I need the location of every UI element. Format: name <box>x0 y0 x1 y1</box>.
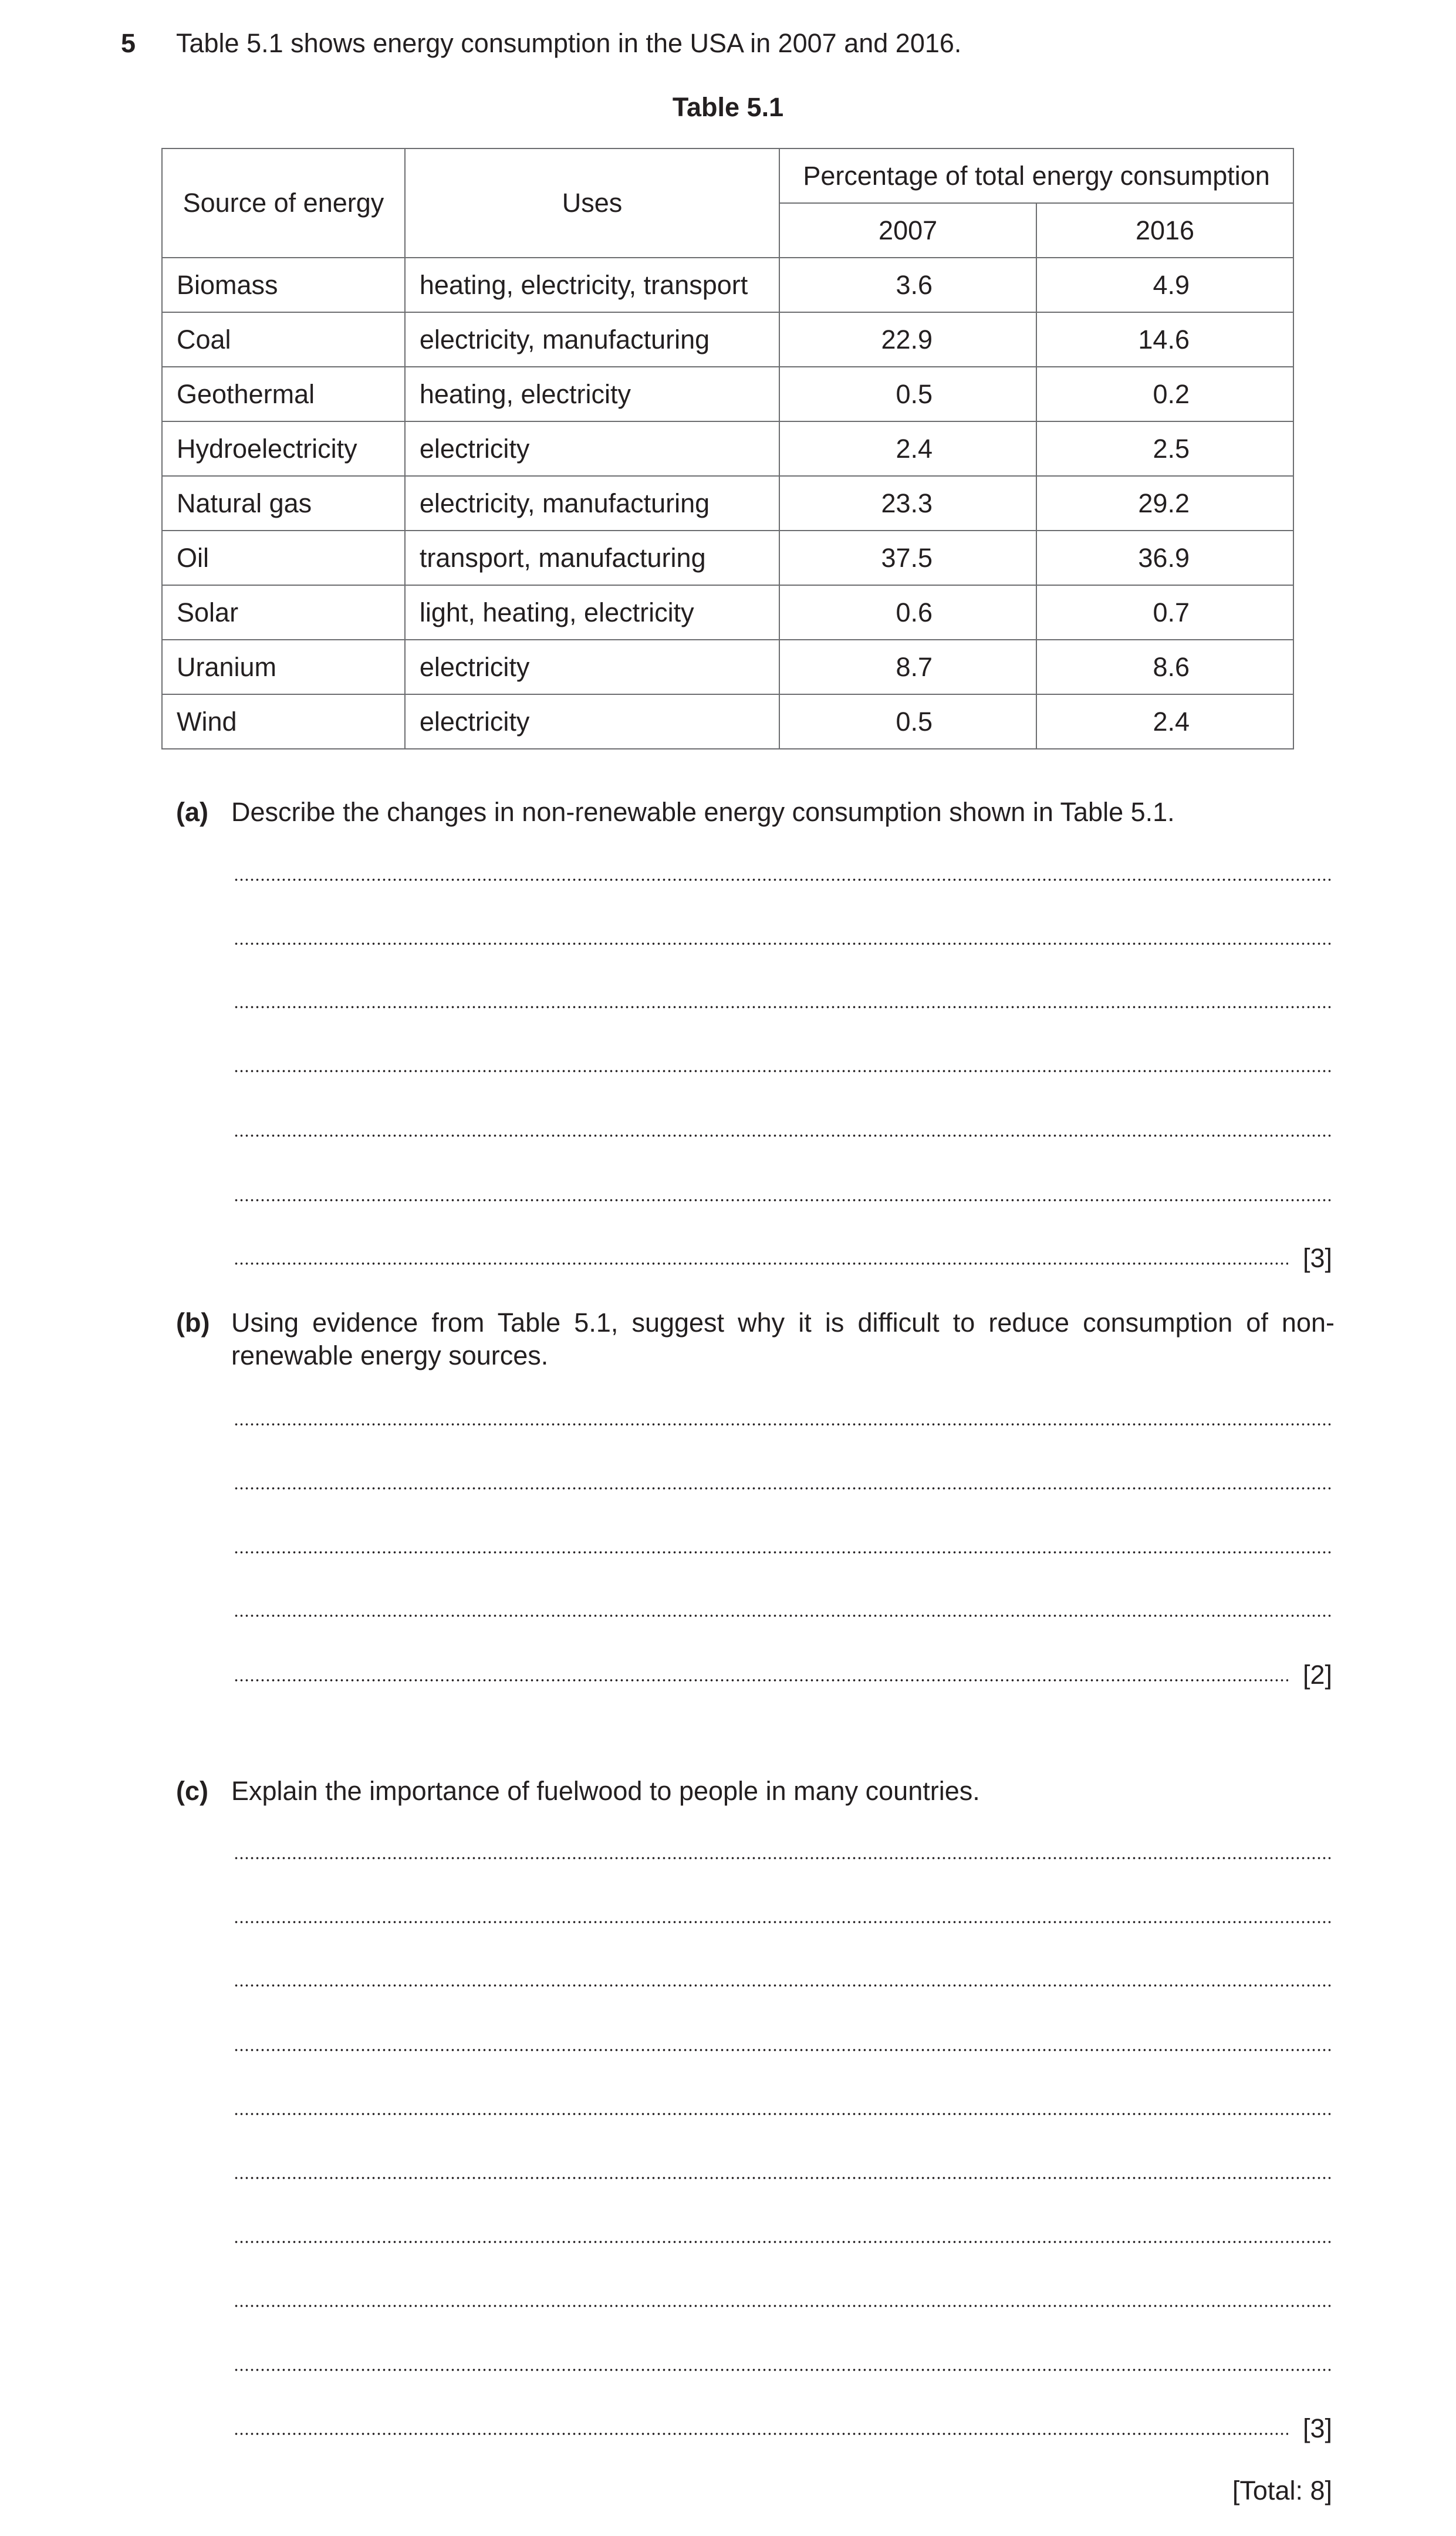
cell-2016 <box>1036 531 1293 585</box>
answer-line[interactable] <box>234 1198 1332 1202</box>
answer-line[interactable] <box>234 2176 1332 2180</box>
table-row <box>162 258 1293 312</box>
table-row <box>162 531 1293 585</box>
header-year-2016: 2016 <box>1036 203 1293 258</box>
value-2016: 0.7 <box>1153 597 1190 627</box>
answer-line[interactable] <box>234 1614 1332 1617</box>
value-2007: 0.5 <box>896 379 933 409</box>
table-row <box>162 367 1293 421</box>
cell-source: Biomass <box>162 258 405 312</box>
answer-line[interactable] <box>234 1423 1332 1426</box>
cell-uses: heating, electricity <box>405 367 779 421</box>
cell-source: Geothermal <box>162 367 405 421</box>
answer-line[interactable] <box>234 2048 1332 2052</box>
header-source: Source of energy <box>162 148 405 258</box>
answer-line[interactable] <box>234 1487 1332 1490</box>
cell-2016 <box>1036 312 1293 367</box>
part-a-question: Describe the changes in non-renewable energy consumption shown in Table 5.1. <box>231 797 1175 827</box>
energy-consumption-table <box>161 148 1294 749</box>
value-2007: 23.3 <box>881 488 933 518</box>
cell-2016 <box>1036 476 1293 531</box>
value-2016: 0.2 <box>1153 379 1190 409</box>
header-percentage: Percentage of total energy consumption <box>779 148 1293 203</box>
table-row <box>162 585 1293 640</box>
cell-uses: heating, electricity, transport <box>405 258 779 312</box>
cell-uses: electricity <box>405 421 779 476</box>
cell-source: Uranium <box>162 640 405 694</box>
value-2007: 22.9 <box>881 324 933 354</box>
cell-uses: electricity <box>405 694 779 749</box>
table-body <box>162 258 1293 749</box>
answer-line[interactable] <box>234 942 1332 945</box>
answer-line[interactable] <box>234 1262 1288 1265</box>
part-b-label: (b) <box>176 1308 210 1338</box>
value-2016: 14.6 <box>1138 324 1190 354</box>
cell-2007 <box>779 258 1036 312</box>
answer-line[interactable] <box>234 2112 1332 2116</box>
answer-line[interactable] <box>234 2368 1332 2372</box>
cell-2007 <box>779 421 1036 476</box>
table-row <box>162 312 1293 367</box>
value-2016: 2.4 <box>1153 706 1190 737</box>
cell-source: Hydroelectricity <box>162 421 405 476</box>
part-c-label: (c) <box>176 1776 208 1806</box>
answer-line[interactable] <box>234 1920 1332 1924</box>
cell-source: Coal <box>162 312 405 367</box>
answer-line[interactable] <box>234 2432 1288 2436</box>
answer-line[interactable] <box>234 2240 1332 2244</box>
cell-uses: electricity, manufacturing <box>405 312 779 367</box>
header-uses: Uses <box>405 148 779 258</box>
cell-2016 <box>1036 694 1293 749</box>
value-2007: 8.7 <box>896 651 933 682</box>
question-number: 5 <box>121 28 136 58</box>
value-2016: 29.2 <box>1138 488 1190 518</box>
value-2016: 36.9 <box>1138 542 1190 573</box>
answer-line[interactable] <box>234 1856 1332 1860</box>
answer-line[interactable] <box>234 878 1332 882</box>
value-2007: 37.5 <box>881 542 933 573</box>
cell-2007 <box>779 640 1036 694</box>
answer-line[interactable] <box>234 1984 1332 1987</box>
cell-2016 <box>1036 367 1293 421</box>
value-2016: 2.5 <box>1153 433 1190 464</box>
value-2007: 3.6 <box>896 269 933 300</box>
cell-2016 <box>1036 585 1293 640</box>
cell-2007 <box>779 476 1036 531</box>
table-caption: Table 5.1 <box>672 92 784 122</box>
cell-uses: electricity, manufacturing <box>405 476 779 531</box>
value-2007: 0.5 <box>896 706 933 737</box>
cell-uses: transport, manufacturing <box>405 531 779 585</box>
answer-line[interactable] <box>234 2304 1332 2308</box>
part-c-question: Explain the importance of fuelwood to people in many countries. <box>231 1776 980 1806</box>
cell-source: Solar <box>162 585 405 640</box>
value-2007: 0.6 <box>896 597 933 627</box>
part-b-question: Using evidence from Table 5.1, suggest why it is difficult to reduce consumption of non-renewable energy sources. <box>231 1308 1335 1370</box>
value-2016: 8.6 <box>1153 651 1190 682</box>
header-year-2007: 2007 <box>779 203 1036 258</box>
table-row <box>162 476 1293 531</box>
cell-source: Natural gas <box>162 476 405 531</box>
answer-line[interactable] <box>234 1679 1288 1682</box>
value-2016: 4.9 <box>1153 269 1190 300</box>
table-row <box>162 640 1293 694</box>
cell-2007 <box>779 531 1036 585</box>
answer-line[interactable] <box>234 1551 1332 1554</box>
part-a-marks: [3] <box>1302 1243 1332 1273</box>
cell-2007 <box>779 367 1036 421</box>
cell-2007 <box>779 312 1036 367</box>
part-a-label: (a) <box>176 797 208 827</box>
answer-line[interactable] <box>234 1069 1332 1073</box>
table-row <box>162 421 1293 476</box>
cell-uses: light, heating, electricity <box>405 585 779 640</box>
cell-2007 <box>779 694 1036 749</box>
table-row <box>162 694 1293 749</box>
cell-2007 <box>779 585 1036 640</box>
cell-source: Wind <box>162 694 405 749</box>
cell-2016 <box>1036 421 1293 476</box>
value-2007: 2.4 <box>896 433 933 464</box>
cell-2016 <box>1036 258 1293 312</box>
cell-source: Oil <box>162 531 405 585</box>
cell-uses: electricity <box>405 640 779 694</box>
part-c-marks: [3] <box>1302 2413 1332 2443</box>
part-b-marks: [2] <box>1302 1660 1332 1690</box>
cell-2016 <box>1036 640 1293 694</box>
total-marks: [Total: 8] <box>1232 2476 1332 2505</box>
answer-line[interactable] <box>234 1134 1332 1137</box>
question-stem: Table 5.1 shows energy consumption in the USA in 2007 and 2016. <box>176 28 962 58</box>
answer-line[interactable] <box>234 1005 1332 1009</box>
